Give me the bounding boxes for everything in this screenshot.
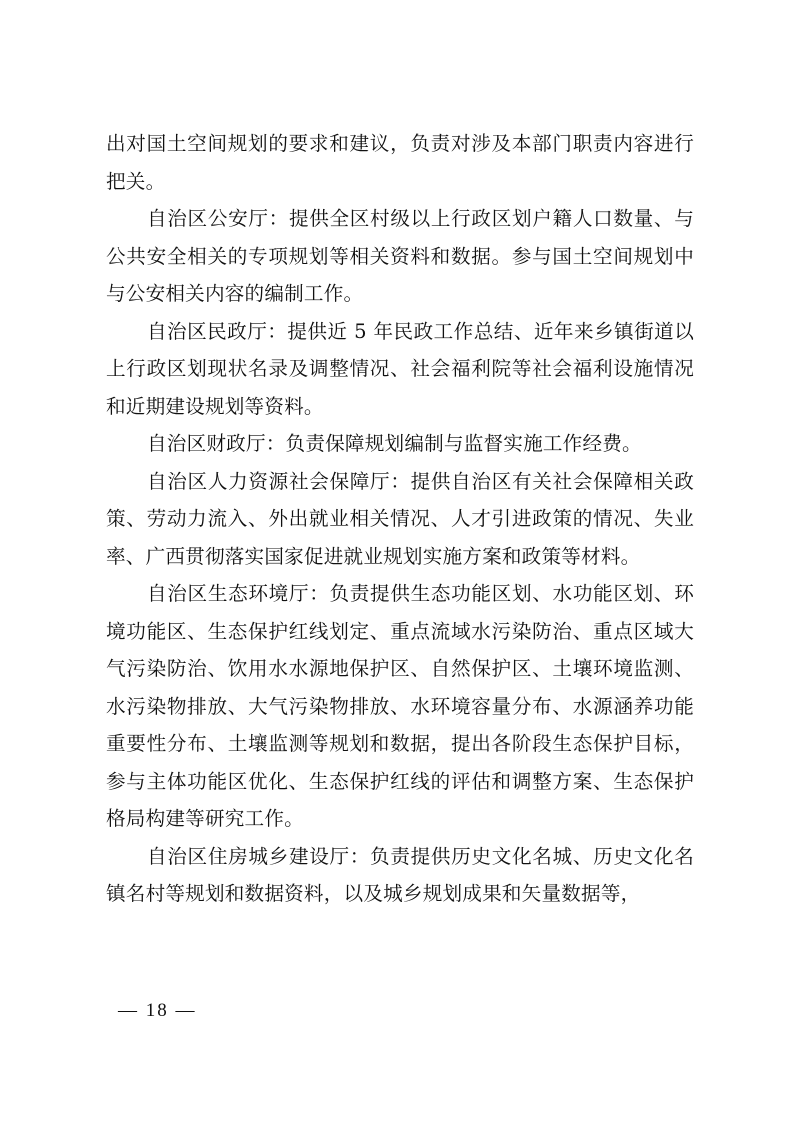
paragraph-continuation: 出对国土空间规划的要求和建议，负责对涉及本部门职责内容进行把关。: [106, 132, 694, 193]
paragraph-public-security: 自治区公安厅：提供全区村级以上行政区划户籍人口数量、与公共安全相关的专项规划等相关资料和数据。参与国土空间规划中与公安相关内容的编制工作。: [106, 207, 694, 305]
paragraph-finance: 自治区财政厅：负责保障规划编制与监督实施工作经费。: [147, 432, 642, 455]
page-number: — 18 —: [118, 1000, 197, 1021]
paragraph-civil-affairs: 自治区民政厅：提供近 5 年民政工作总结、近年来乡镇街道以上行政区划现状名录及调整情况、社会福利院等社会福利设施情况和近期建设规划等资料。: [106, 319, 694, 418]
paragraph-human-resources: 自治区人力资源社会保障厅：提供自治区有关社会保障相关政策、劳动力流入、外出就业相关情况、人才引进政策的情况、失业率、广西贯彻落实国家促进就业规划实施方案和政策等材料。: [106, 469, 694, 568]
body-text: [106, 125, 694, 913]
paragraph-ecology-environment: 自治区生态环境厅：负责提供生态功能区划、水功能区划、环境功能区、生态保护红线划定、重点流域水污染防治、重点区域大气污染防治、饮用水水源地保护区、自然保护区、土壤环境监测、水污染物排放、大气污染物排放、水环境容量分布、水源涵养功能重要性分布、土壤监测等规划和数据，提出各阶段生态保护目标，参与主体功能区优化、生态保护红线的评估和调整方案、生态保护格局构建等研究工作。: [106, 582, 694, 830]
paragraph-housing-construction: 自治区住房城乡建设厅：负责提供历史文化名城、历史文化名镇名村等规划和数据资料，以及城乡规划成果和矢量数据等，: [106, 844, 694, 905]
